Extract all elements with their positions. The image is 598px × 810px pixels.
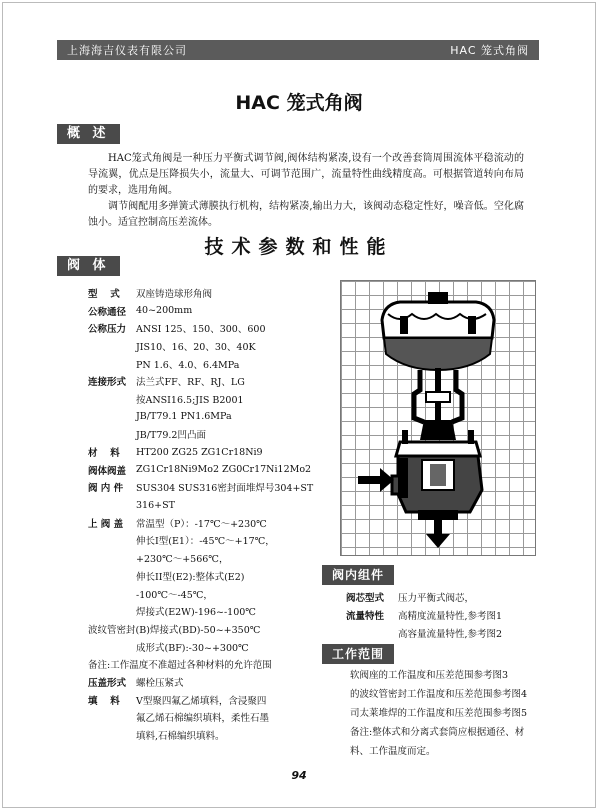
- stem-connector-shape: [426, 392, 450, 402]
- bonnet-flange-shape: [396, 442, 480, 456]
- body-spec-list: [88, 284, 338, 744]
- spec-value: 填料,石棉编织填料。: [136, 731, 225, 743]
- spec-value: SUS304 SUS316密封面堆焊号304+ST: [136, 483, 314, 495]
- trim-spec-list: [346, 588, 546, 642]
- bellows-text: 波纹管密封(B)焊接式(BD)-50~+350℃: [88, 624, 261, 636]
- bellows-row: [88, 620, 338, 638]
- spec-label: 上 阀 盖: [88, 518, 124, 530]
- intro-paragraph: HAC笼式角阀是一种压力平衡式调节阀,阀体结构紧凑,设有一个改善套筒周围流体平稳流动的导流翼，优点是压降损失小，流量大、可调节范围广，流量特性曲线精度高。可根据管道转向布局的要求，选用角阀。: [88, 153, 524, 196]
- spec-row: [88, 514, 338, 532]
- spec-value: 螺栓压紧式: [136, 677, 184, 689]
- spec-row: [88, 496, 338, 514]
- spec-value: 法兰式FF、RF、RJ、LG: [136, 377, 245, 389]
- spec-row: [88, 337, 338, 355]
- spec-value: PN 1.6、4.0、6.4MPa: [136, 359, 240, 371]
- spec-row: [88, 673, 338, 691]
- spec-value: 高容量流量特性,参考图2: [398, 629, 503, 640]
- spec-value: ZG1Cr18Ni9Mo2 ZG0Cr17Ni12Mo2: [136, 464, 312, 476]
- spec-value: JIS10、16、20、30、40K: [136, 341, 256, 353]
- spec-row: [88, 726, 338, 744]
- inlet-flange-shape: [398, 458, 408, 498]
- spec-value: 压力平衡式阀芯，: [398, 593, 475, 604]
- spec-value: HT200 ZG25 ZG1Cr18Ni9: [136, 446, 263, 458]
- inlet-arrow-icon: [358, 468, 394, 492]
- spec-value: 40~200mm: [136, 305, 193, 317]
- spec-row: [346, 588, 546, 606]
- header-bar: [57, 40, 539, 60]
- bonnet-shape: [420, 420, 456, 440]
- spec-title: 技术参数和性能: [204, 236, 394, 258]
- page-title: HAC 笼式角阀: [235, 92, 363, 114]
- bellows-row: [88, 638, 338, 656]
- spring-block-shape: [400, 316, 408, 334]
- spec-value: JB/T79.1 PN1.6MPa: [136, 411, 232, 423]
- spec-row: [346, 606, 546, 624]
- spec-value: 316+ST: [136, 499, 175, 511]
- spec-label: 材 料: [88, 448, 120, 460]
- spring-block-shape: [468, 316, 476, 334]
- spec-value: 伸长I型(E1）：-45℃～+17℃，: [136, 536, 275, 548]
- range-line: 备注:整体式和分离式套筒应根据通径、材: [350, 727, 525, 738]
- actuator-cap-shape: [428, 292, 448, 304]
- header-product: HAC 笼式角阀: [450, 44, 529, 57]
- valve-cross-section-drawing: [340, 280, 536, 556]
- spec-row: [88, 709, 338, 727]
- spec-label: 公称压力: [88, 324, 127, 336]
- actuator-lower-shape: [384, 338, 492, 370]
- spec-value: JB/T79.2凹凸面: [136, 430, 206, 442]
- spec-value: 按ANSI16.5;JIS B2001: [136, 394, 244, 406]
- spec-label: 型 式: [88, 288, 120, 300]
- note-row: [88, 655, 338, 673]
- spec-value: -100℃～-45℃，: [136, 589, 213, 601]
- section-tab-body: 阀 体: [57, 256, 120, 276]
- outlet-arrow-icon: [426, 520, 450, 548]
- plug-shape: [430, 464, 446, 486]
- spec-row: [88, 532, 338, 550]
- spec-row: [88, 302, 338, 320]
- spec-row: [88, 355, 338, 373]
- spec-value: ANSI 125、150、300、600: [136, 324, 266, 336]
- note-text: 备注:工作温度不准超过各种材料的允许范围: [88, 660, 272, 672]
- intro-text: [88, 151, 524, 231]
- spec-value: V型聚四氟乙烯填料，含浸聚四: [136, 695, 267, 707]
- spec-row: [88, 443, 338, 461]
- spec-row: [88, 390, 338, 408]
- section-tab-trim: 阀内组件: [322, 565, 394, 585]
- actuator-top-shape: [382, 302, 494, 338]
- page-number: 94: [291, 769, 307, 782]
- company-name: 上海海吉仪表有限公司: [67, 44, 187, 57]
- spec-row: [88, 319, 338, 337]
- range-text: [350, 666, 540, 761]
- spec-value: 高精度流量特性,参考图1: [398, 611, 503, 622]
- spec-value: 氟乙烯石棉编织填料，柔性石墨: [136, 713, 270, 725]
- spec-row: [88, 549, 338, 567]
- bolt-shape: [468, 430, 474, 444]
- bellows-text: 成形式(BF):-30~+300℃: [136, 642, 249, 654]
- spec-label: 阀体阀盖: [88, 465, 127, 477]
- outlet-flange-shape: [418, 510, 458, 520]
- valve-drawing-svg: [340, 280, 536, 556]
- yoke-right-shape: [452, 370, 462, 422]
- spec-value: 伸长II型(E2):整体式(E2): [136, 571, 245, 583]
- section-tab-overview: 概 述: [57, 124, 120, 144]
- spec-row: [88, 461, 338, 479]
- spec-row: [88, 585, 338, 603]
- spec-row: [88, 372, 338, 390]
- range-line: 软阀座的工作温度和压差范围参考图3: [350, 670, 509, 681]
- spec-row: [88, 426, 338, 444]
- spec-label: 压盖形式: [88, 677, 127, 689]
- spec-row: [88, 479, 338, 497]
- spec-row: [88, 408, 338, 426]
- range-line: 司太莱堆焊的工作温度和压差范围参考图5: [350, 708, 528, 719]
- spec-label: 填 料: [88, 695, 120, 707]
- spec-row: [88, 284, 338, 302]
- section-tab-range: 工作范围: [322, 644, 394, 664]
- bolt-shape: [402, 430, 408, 444]
- range-line: 的波纹管密封工作温度和压差范围参考图4: [350, 689, 528, 700]
- spec-row: [88, 691, 338, 709]
- spec-row: [88, 567, 338, 585]
- spec-label: 阀芯型式: [346, 593, 385, 604]
- intro-paragraph: 调节阀配用多弹簧式薄膜执行机构，结构紧凑,输出力大，该阀动态稳定性好，噪音低。空化腐蚀小。适宜控制高压差流体。: [88, 201, 524, 228]
- spec-row: [88, 602, 338, 620]
- spec-value: 焊接式(E2W)-196~-100℃: [136, 607, 256, 619]
- yoke-left-shape: [414, 370, 424, 422]
- spec-value: +230℃～+566℃，: [136, 554, 229, 566]
- spec-label: 连接形式: [88, 377, 127, 389]
- spec-row: [346, 624, 546, 642]
- spec-label: 流量特性: [346, 611, 385, 622]
- range-line: 料、工作温度而定。: [350, 746, 436, 757]
- spec-value: 常温型（P）：-17℃～+230℃: [136, 518, 267, 530]
- spec-value: 双座铸造球形角阀: [136, 288, 213, 300]
- spec-label: 公称通径: [88, 306, 127, 318]
- spec-label: 阀 内 件: [88, 483, 124, 495]
